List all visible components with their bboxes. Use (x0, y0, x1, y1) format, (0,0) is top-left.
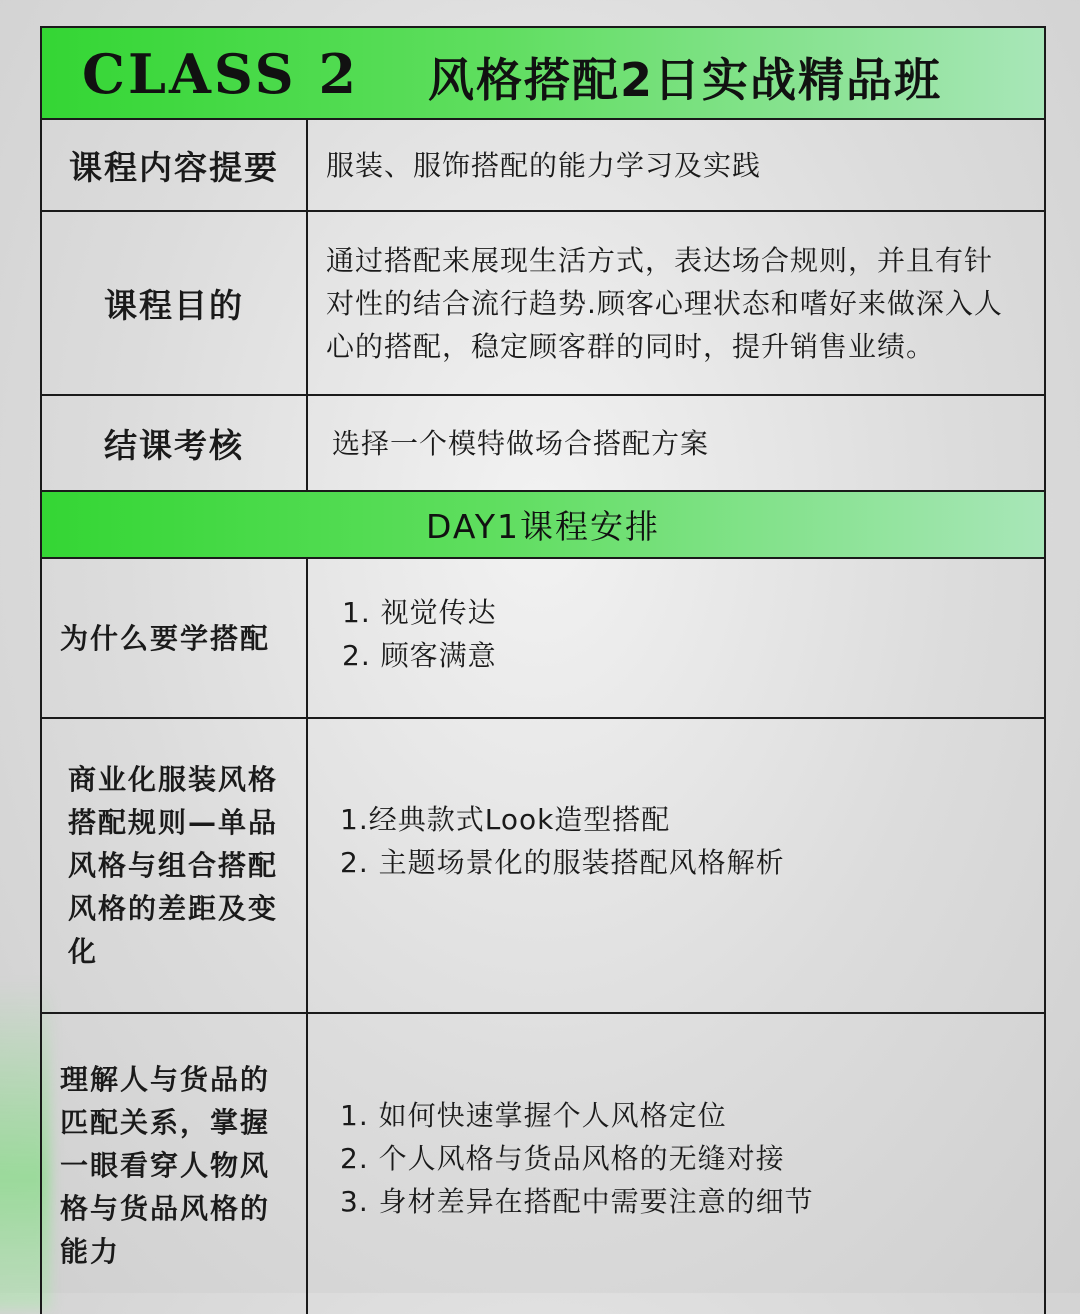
session-item: 1.经典款式Look造型搭配 (340, 802, 671, 836)
session-item: 3. 身材差异在搭配中需要注意的细节 (340, 1185, 814, 1218)
overview-label-cell (42, 212, 308, 394)
day1-title: DAY1课程安排 (426, 507, 660, 546)
session-row (40, 719, 1046, 1014)
overview-row-assessment (40, 396, 1046, 492)
session-topic-cell (42, 719, 308, 1012)
session-row (40, 1014, 1046, 1314)
overview-label-cell (42, 396, 308, 490)
session-item: 2. 主题场景化的服装搭配风格解析 (340, 845, 785, 879)
day1-heading (40, 492, 1046, 559)
overview-content-cell (308, 120, 1044, 210)
class-label: CLASS 2 (82, 42, 360, 106)
session-topic-cell (42, 1014, 308, 1314)
overview-content: 选择一个模特做场合搭配方案 (332, 426, 710, 460)
session-items (342, 591, 497, 677)
session-items-cell (308, 719, 1044, 1012)
overview-content: 服装、服饰搭配的能力学习及实践 (326, 148, 762, 182)
overview-content-cell (308, 212, 1044, 394)
session-row (40, 559, 1046, 719)
session-item: 1. 如何快速掌握个人风格定位 (340, 1099, 727, 1132)
overview-content-cell (308, 396, 1044, 490)
course-title: 风格搭配2日实战精品班 (428, 53, 943, 107)
session-item: 2. 顾客满意 (342, 639, 497, 672)
overview-label: 课程目的 (104, 285, 244, 325)
session-topic: 理解人与货品的匹配关系，掌握一眼看穿人物风格与货品风格的能力 (60, 1063, 271, 1268)
course-header (40, 26, 1046, 120)
overview-row-goal (40, 212, 1046, 396)
session-topic: 商业化服装风格搭配规则—单品风格与组合搭配风格的差距及变化 (68, 763, 279, 968)
session-items (340, 1094, 814, 1223)
session-item: 2. 个人风格与货品风格的无缝对接 (340, 1142, 785, 1175)
session-topic: 为什么要学搭配 (60, 621, 271, 655)
overview-label-cell (42, 120, 308, 210)
session-item: 1. 视觉传达 (342, 596, 497, 629)
overview-content: 通过搭配来展现生活方式，表达场合规则，并且有针对性的结合流行趋势.顾客心理状态和嗜好来做深入人心的搭配，稳定顾客群的同时，提升销售业绩。 (326, 243, 1003, 363)
overview-label: 结课考核 (104, 425, 244, 465)
session-topic-cell (42, 559, 308, 717)
session-items-cell (308, 1014, 1044, 1314)
overview-label: 课程内容提要 (69, 147, 279, 187)
session-items-cell (308, 559, 1044, 717)
session-items (340, 798, 785, 884)
overview-row-summary (40, 120, 1046, 212)
